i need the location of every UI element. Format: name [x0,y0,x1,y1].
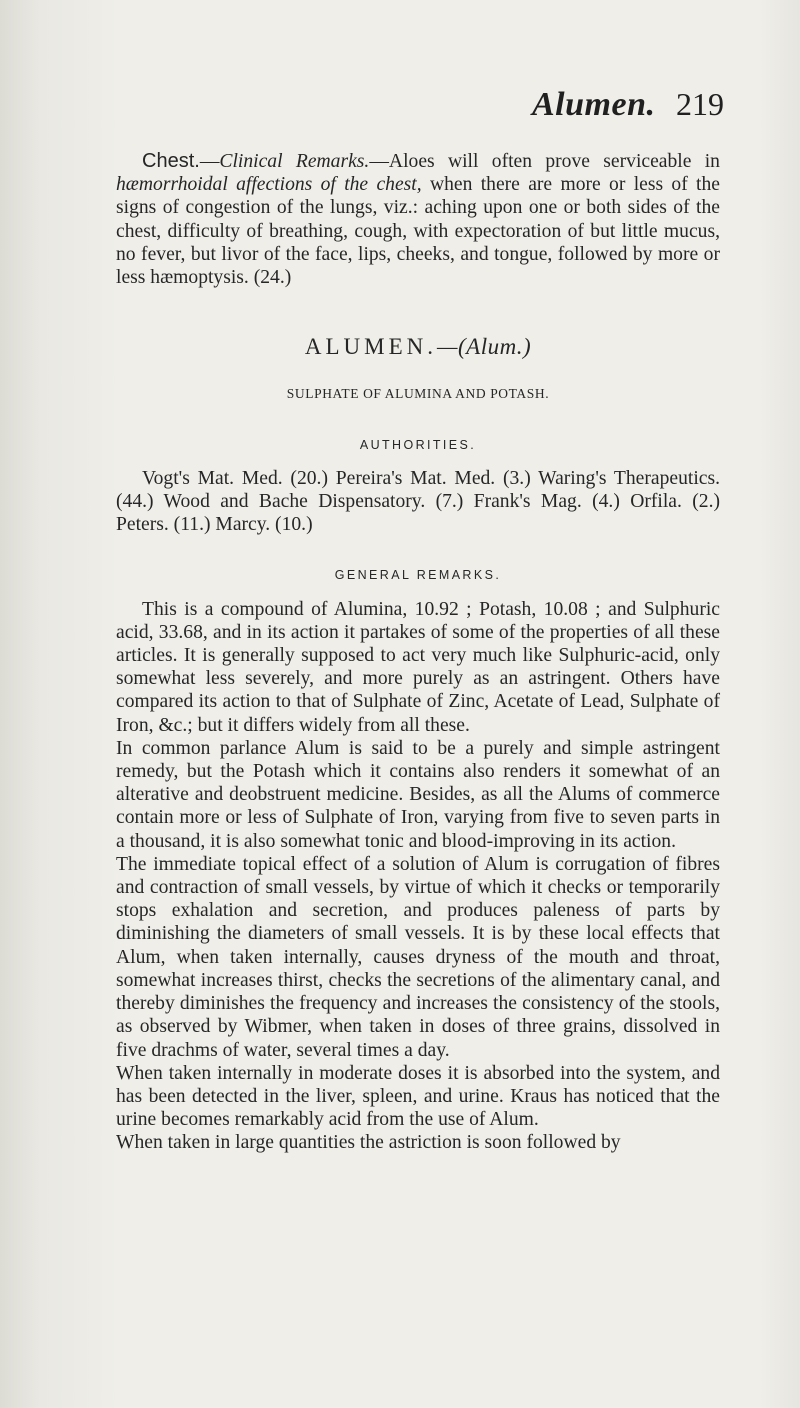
authorities-heading: AUTHORITIES. [359,437,477,452]
intro-text-1: —Aloes will often prove serviceable in [369,151,720,172]
remarks-paragraph: This is a compound of Alumina, 10.92 ; Potash, 10.08 ; and Sulphuric acid, 33.68, and in its action it partakes of some of the properties of all these articles. It is generally supposed to act very much like Sulphuric-acid, only somewhat less severely, and more purely as an astringent. Others have compared its action to that of Sulphate of Zinc, Acetate of Lead, Sulphate of Iron, &c.; but it differs widely from all these. [116,598,720,736]
running-head [0,86,800,146]
general-remarks-heading: GENERAL REMARKS. [334,568,502,583]
remarks-paragraph: When taken internally in moderate doses it is absorbed into the system, and has been detected in the liver, spleen, and urine. Kraus has noticed that the urine becomes remarkably acid from the use of Alum. [116,1062,720,1131]
intro-label: Clinical Remarks. [219,151,370,172]
section-subtitle: SULPHATE OF ALUMINA AND POTASH. [286,386,550,402]
running-title: Alumen. [532,86,656,123]
remarks-paragraph: When taken in large quantities the astriction is soon followed by [116,1132,621,1154]
page-number: 219 [676,86,724,122]
intro-emphasis: hæmorrhoidal affections of the chest, [116,174,422,196]
remarks-paragraph: The immediate topical effect of a solution of Alum is corrugation of fibres and contraction of small vessels, by virtue of which it checks or temporarily stops exhalation and secretion, and produces paleness of parts by diminishing the diameters of small vessels. It is by these local effects that Alum, when taken internally, causes dryness of the mouth and throat, somewhat increases thirst, checks the secretions of the alimentary canal, and thereby diminishes the frequency and increases the consistency of the stools, as observed by Wibmer, when taken in doses of three grains, dissolved in five drachms of water, several times a day. [116,853,720,1061]
intro-text-2: when there are more or less of the signs of congestion of the lungs, viz.: aching upon one or both sides of the chest, difficulty of breathing, cough, with expectoration of but little mucus, no fever, but livor of the face, lips, cheeks, and tongue, followed by more or less hæmoptysis. (24.) [116,174,720,289]
intro-dash: — [199,151,220,172]
section-title-synonym: —(Alum.) [437,334,532,360]
intro-run-in: Chest. [142,150,200,172]
remarks-paragraph: In common parlance Alum is said to be a purely and simple astringent remedy, but the Potash which it contains also renders it somewhat of an alterative and deobstruent medicine. Besides, as all the Alums of commerce contain more or less of Sulphate of Iron, varying from five to seven parts in a thousand, it is also somewhat tonic and blood-improving in its action. [116,737,720,852]
section-title [116,335,720,358]
intro-paragraph [116,150,720,289]
authorities-text: Vogt's Mat. Med. (20.) Pereira's Mat. Med. (3.) Waring's Therapeutics. (44.) Wood and Bache Dispensatory. (7.) Frank's Mag. (4.) Orfila. (2.) Peters. (11.) Marcy. (10.) [116,467,720,536]
page-body [116,150,720,1155]
section-title-main: ALUMEN. [304,334,438,360]
